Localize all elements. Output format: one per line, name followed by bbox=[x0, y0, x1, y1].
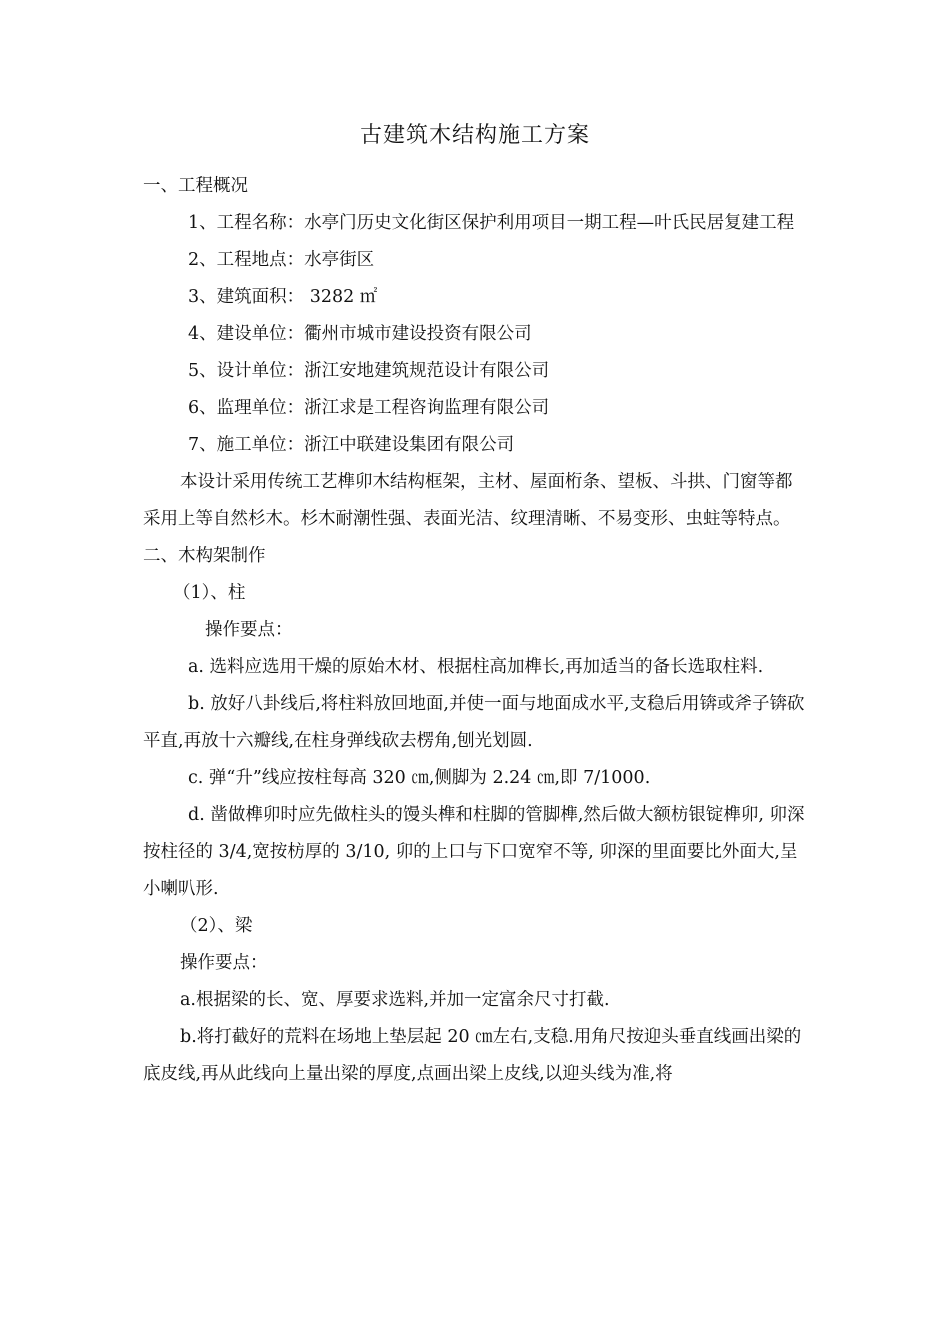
column-point-a: a. 选料应选用干燥的原始木材、根据柱高加榫长,再加适当的备长选取柱料. bbox=[188, 657, 764, 677]
column-points-label: 操作要点： bbox=[205, 620, 293, 640]
column-point-c: c. 弹“升”线应按柱每高 320 ㎝,侧脚为 2.24 ㎝,即 7/1000. bbox=[188, 768, 651, 788]
design-description: 本设计采用传统工艺榫卯木结构框架，主材、屋面桁条、望板、斗拱、门窗等都采用上等自然杉木。杉木耐潮性强、表面光洁、纹理清晰、不易变形、虫蛀等特点。 bbox=[143, 472, 793, 529]
design-unit-item: 5、设计单位：浙江安地建筑规范设计有限公司 bbox=[188, 361, 550, 381]
building-area-item: 3、建筑面积： 3282 ㎡ bbox=[188, 287, 378, 307]
supervision-unit-item: 6、监理单位：浙江求是工程咨询监理有限公司 bbox=[188, 398, 550, 418]
subsection-heading-beam: （2）、梁 bbox=[180, 916, 253, 936]
document-title: 古建筑木结构施工方案 bbox=[359, 123, 590, 148]
project-location-item: 2、工程地点：水亭街区 bbox=[188, 250, 375, 270]
beam-points-label: 操作要点： bbox=[180, 953, 268, 973]
construction-unit-item: 7、施工单位：浙江中联建设集团有限公司 bbox=[188, 435, 515, 455]
column-point-d: d. 凿做榫卯时应先做柱头的馒头榫和柱脚的管脚榫,然后做大额枋银锭榫卯, 卯深按柱径的 3/4,宽按枋厚的 3/10, 卯的上口与下口宽窄不等, 卯深的里面要比外面大,呈小喇叭形. bbox=[143, 805, 805, 899]
section-heading-overview: 一、工程概况 bbox=[143, 176, 248, 196]
document-body bbox=[143, 168, 808, 1093]
project-name-item: 1、工程名称：水亭门历史文化街区保护利用项目一期工程—叶氏民居复建工程 bbox=[188, 213, 795, 233]
section-heading-timber-frame: 二、木构架制作 bbox=[143, 546, 266, 566]
owner-unit-item: 4、建设单位：衢州市城市建设投资有限公司 bbox=[188, 324, 532, 344]
beam-point-b: b.将打截好的荒料在场地上垫层起 20 ㎝左右,支稳.用角尺按迎头垂直线画出梁的底皮线,再从此线向上量出梁的厚度,点画出梁上皮线,以迎头线为准,将 bbox=[143, 1027, 802, 1084]
subsection-heading-column: （1）、柱 bbox=[173, 583, 246, 603]
column-point-b: b. 放好八卦线后,将柱料放回地面,并使一面与地面成水平,支稳后用锛或斧子锛砍平直,再放十六瓣线,在柱身弹线砍去楞角,刨光划圆. bbox=[143, 694, 805, 751]
beam-point-a: a.根据梁的长、宽、厚要求选料,并加一定富余尺寸打截. bbox=[180, 990, 610, 1010]
